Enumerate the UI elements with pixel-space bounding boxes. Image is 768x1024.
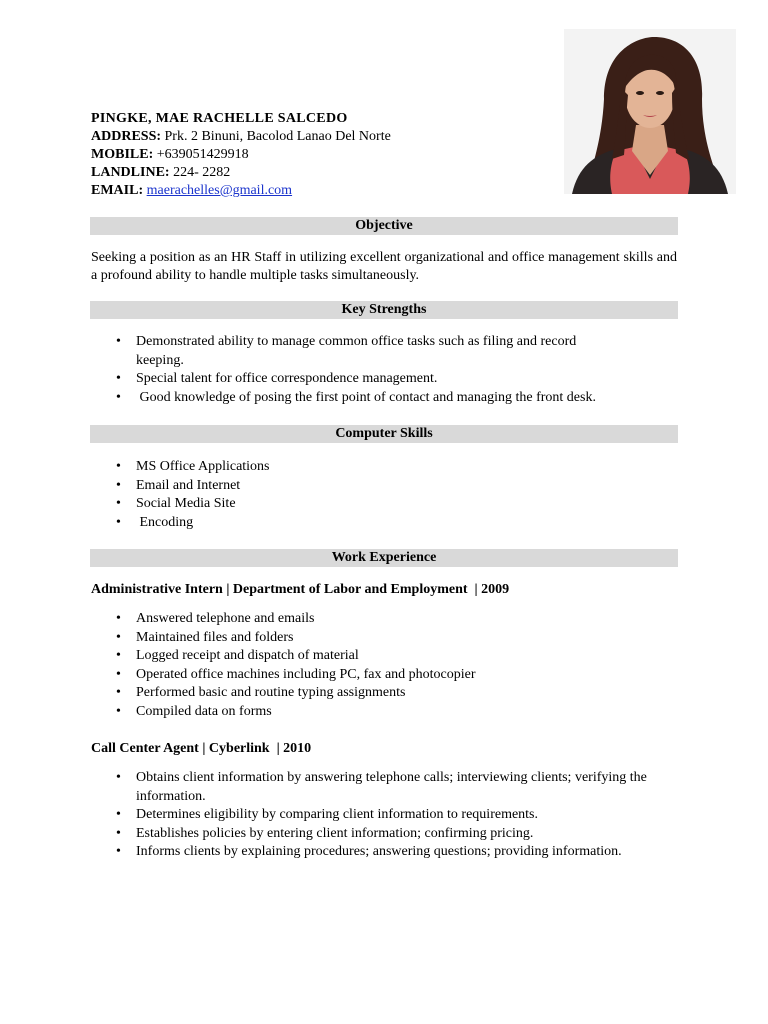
address-line (91, 128, 531, 146)
job-heading: Administrative Intern | Department of Labor and Employment | 2009 (91, 582, 510, 597)
address-value: Prk. 2 Binuni, Bacolod Lanao Del Norte (164, 129, 391, 144)
objective-text: Seeking a position as an HR Staff in utilizing excellent organizational and office management skills and a profound ability to handle multiple tasks simultaneously. (91, 250, 677, 283)
computer-skills-list (116, 458, 676, 532)
list-item: • Operated office machines including PC, fax and photocopier (116, 666, 676, 685)
list-item: • Logged receipt and dispatch of material (116, 647, 676, 666)
job-duties-list (116, 769, 676, 862)
landline-value: 224- 2282 (173, 165, 231, 180)
list-item: • Informs clients by explaining procedures; answering questions; providing information. (116, 843, 676, 862)
list-item: • Social Media Site (116, 495, 676, 514)
list-item: • Demonstrated ability to manage common office tasks such as filing and record keeping. (116, 333, 616, 370)
list-item: • Special talent for office correspondence management. (116, 370, 616, 389)
key-strengths-heading: Key Strengths (90, 301, 678, 319)
profile-photo (564, 29, 736, 194)
mobile-line (91, 146, 531, 164)
list-item: • Encoding (116, 514, 676, 533)
list-item: • MS Office Applications (116, 458, 676, 477)
profile-photo-illustration (564, 29, 736, 194)
mobile-label: MOBILE: (91, 147, 154, 162)
list-item: • Determines eligibility by comparing client information to requirements. (116, 806, 676, 825)
objective-heading: Objective (90, 217, 678, 235)
computer-skills-heading: Computer Skills (90, 425, 678, 443)
list-item: • Good knowledge of posing the first point of contact and managing the front desk. (116, 389, 616, 408)
job-duties-list (116, 610, 676, 721)
landline-line (91, 164, 531, 182)
address-label: ADDRESS: (91, 129, 162, 144)
job-heading: Call Center Agent | Cyberlink | 2010 (91, 741, 312, 756)
email-line (91, 182, 531, 200)
list-item: • Obtains client information by answering telephone calls; interviewing clients; verifying the information. (116, 769, 676, 806)
candidate-name: PINGKE, MAE RACHELLE SALCEDO (91, 111, 348, 126)
mobile-value: +639051429918 (156, 147, 249, 162)
email-link[interactable]: maerachelles@gmail.com (146, 183, 293, 198)
key-strengths-list (116, 333, 616, 407)
email-label: EMAIL: (91, 183, 144, 198)
list-item: • Establishes policies by entering client information; confirming pricing. (116, 825, 676, 844)
contact-header (91, 110, 531, 200)
list-item: • Compiled data on forms (116, 703, 676, 722)
list-item: • Email and Internet (116, 477, 676, 496)
list-item: • Maintained files and folders (116, 629, 676, 648)
work-experience-heading: Work Experience (90, 549, 678, 567)
landline-label: LANDLINE: (91, 165, 170, 180)
list-item: • Performed basic and routine typing assignments (116, 684, 676, 703)
list-item: • Answered telephone and emails (116, 610, 676, 629)
